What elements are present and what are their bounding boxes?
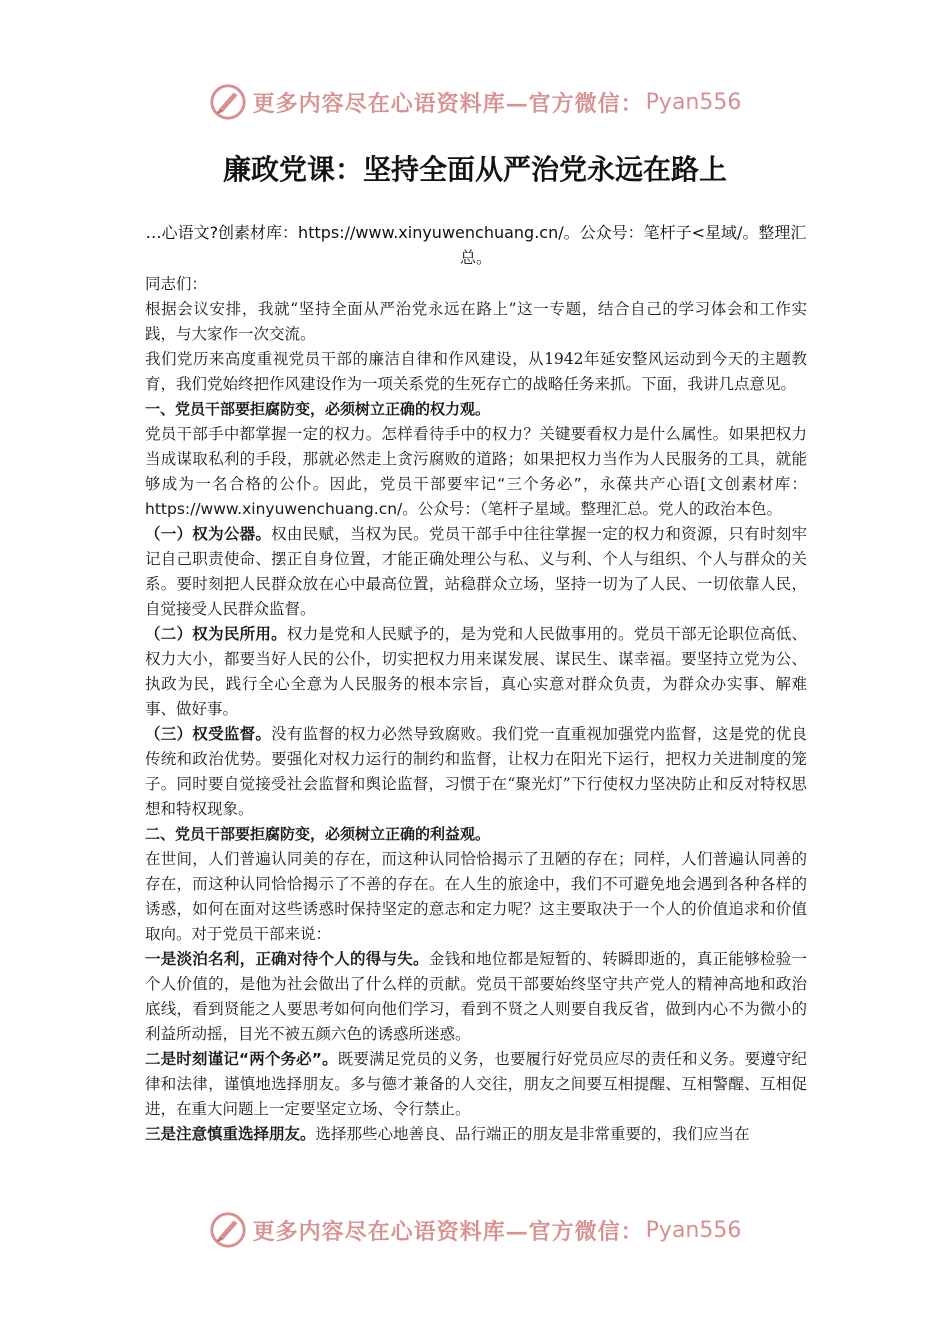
item-2-text: 权力是党和人民赋予的，是为党和人民做事用的。党员干部无论职位高低、权力大小，都要当好人民的公仆，切实把权力用来谋发展、谋民生、谋幸福。要坚持立党为公、执政为民，践行全心全意为人民服务的根本宗旨，真心实意对群众负责，为群众办实事、解难事、做好事。 xyxy=(145,625,807,718)
banner-text: 更多内容尽在心语资料库—官方微信： xyxy=(252,1218,644,1245)
point-3-paragraph xyxy=(145,1122,807,1147)
intro-paragraph-1: 根据会议安排，我就“坚持全面从严治党永远在路上”这一专题，结合自己的学习体会和工作实践，与大家作一次交流。 xyxy=(145,300,807,343)
brush-logo-icon xyxy=(209,83,247,121)
item-1-lead: （一）权为公器。 xyxy=(145,525,272,543)
point-2-paragraph xyxy=(145,1047,807,1122)
banner-wechat-id: Pyan556 xyxy=(645,1217,742,1243)
point-1-text: 金钱和地位都是短暂的、转瞬即逝的，真正能够检验一个人价值的，是他为社会做出了什么样的贡献。党员干部要始终坚守共产党人的精神高地和政治底线，看到贤能之人要思考如何向他们学习，看到不贤之人则要自我反省，做到内心不为微小的利益所动摇，目光不被五颜六色的诱惑所迷惑。 xyxy=(145,950,807,1043)
point-3-text: 选择那些心地善良、品行端正的朋友是非常重要的，我们应当在 xyxy=(315,1125,750,1143)
footer-watermark-banner xyxy=(0,1208,950,1252)
banner-text: 更多内容尽在心语资料库—官方微信： xyxy=(252,90,644,117)
point-2-lead: 二是时刻谨记“两个务必”。 xyxy=(145,1050,338,1068)
banner-wechat-id: Pyan556 xyxy=(645,89,742,115)
document-source-line: …心语文?创素材库：https://www.xinyuwenchuang.cn/。公众号：笔杆子<星域/。整理汇总。 xyxy=(145,223,807,267)
document-body xyxy=(145,272,807,1147)
point-1-paragraph xyxy=(145,947,807,1047)
document-title: 廉政党课：坚持全面从严治党永远在路上 xyxy=(222,153,727,186)
point-2-text: 既要满足党员的义务，也要履行好党员应尽的责任和义务。要遵守纪律和法律，谨慎地选择朋友。多与德才兼备的人交往，朋友之间要互相提醒、互相警醒、互相促进，在重大问题上一定要坚定立场、令行禁止。 xyxy=(145,1050,808,1118)
item-1-text: 权由民赋，当权为民。党员干部手中往往掌握一定的权力和资源，只有时刻牢记自己职责使命、摆正自身位置，才能正确处理公与私、义与利、个人与组织、个人与群众的关系。要时刻把人民群众放在心中最高位置，站稳群众立场，坚持一切为了人民、一切依靠人民，自觉接受人民群众监督。 xyxy=(145,525,807,618)
point-3-lead: 三是注意慎重选择朋友。 xyxy=(145,1125,316,1143)
header-watermark-banner xyxy=(0,80,950,124)
section-2-heading: 二、党员干部要拒腐防变，必须树立正确的利益观。 xyxy=(145,825,491,843)
brush-logo-icon xyxy=(209,1211,247,1249)
item-3-paragraph xyxy=(145,722,807,822)
item-1-paragraph xyxy=(145,522,807,622)
point-1-lead: 一是淡泊名利，正确对待个人的得与失。 xyxy=(145,950,429,968)
section-1-paragraph: 党员干部手中都掌握一定的权力。怎样看待手中的权力？关键要看权力是什么属性。如果把权力当成谋取私利的手段，那就必然走上贪污腐败的道路；如果把权力当作为人民服务的工具，就能够成为一名合格的公仆。因此，党员干部要牢记“三个务必”，永葆共产心语[文创素材库：https://www.xinyuwenchuang.cn/。公众号：（笔杆子星域。整理汇总。党人的政治本色。 xyxy=(145,425,807,518)
item-3-lead: （三）权受监督。 xyxy=(145,725,272,743)
section-2-paragraph: 在世间，人们普遍认同美的存在，而这种认同恰恰揭示了丑陋的存在；同样，人们普遍认同善的存在，而这种认同恰恰揭示了不善的存在。在人生的旅途中，我们不可避免地会遇到各种各样的诱惑，如何在面对这些诱惑时保持坚定的意志和定力呢？这主要取决于一个人的价值追求和价值取向。对于党员干部来说： xyxy=(145,850,807,943)
item-2-paragraph xyxy=(145,622,807,722)
intro-paragraph-2: 我们党历来高度重视党员干部的廉洁自律和作风建设，从1942年延安整风运动到今天的主题教育，我们党始终把作风建设作为一项关系党的生死存亡的战略任务来抓。下面，我讲几点意见。 xyxy=(145,350,807,393)
item-3-text: 没有监督的权力必然导致腐败。我们党一直重视加强党内监督，这是党的优良传统和政治优势。要强化对权力运行的制约和监督，让权力在阳光下运行，把权力关进制度的笼子。同时要自觉接受社会监督和舆论监督，习惯于在“聚光灯”下行使权力坚决防止和反对特权思想和特权现象。 xyxy=(145,725,807,818)
item-2-lead: （二）权为民所用。 xyxy=(145,625,287,643)
salutation: 同志们： xyxy=(145,275,208,293)
section-1-heading: 一、党员干部要拒腐防变，必须树立正确的权力观。 xyxy=(145,400,491,418)
